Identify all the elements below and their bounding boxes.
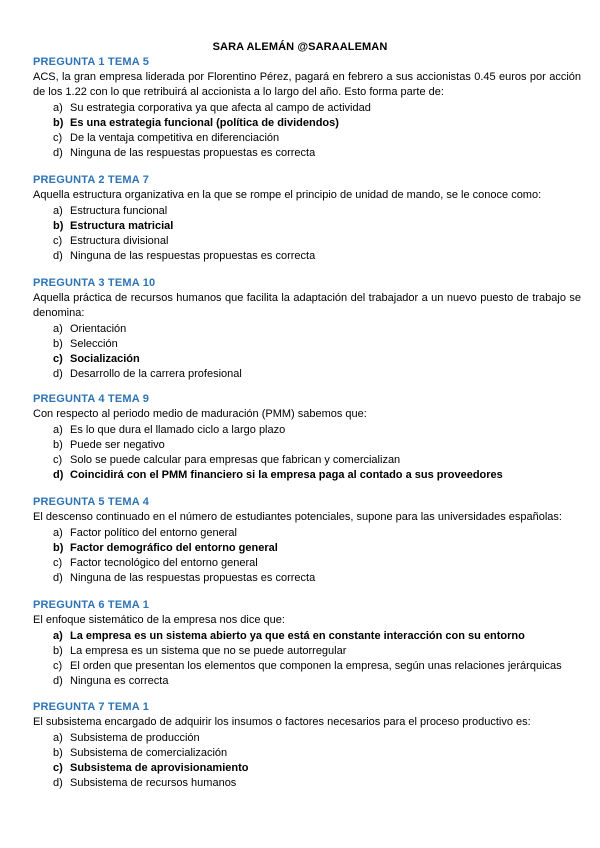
question-stem: Aquella estructura organizativa en la que se rompe el principio de unidad de mando, se le conoce como: [33,189,542,201]
option-letter: d) [53,250,63,262]
option-letter: b) [53,117,64,129]
question-header: PREGUNTA 6 TEMA 1 [33,599,150,611]
option-item [33,101,581,116]
option-text: Ninguna es correcta [70,675,169,687]
option-item [33,337,581,352]
question-header: PREGUNTA 7 TEMA 1 [33,701,150,713]
option-letter: d) [53,469,64,481]
question-header: PREGUNTA 5 TEMA 4 [33,496,150,508]
option-letter: c) [53,557,63,569]
question-header: PREGUNTA 3 TEMA 10 [33,277,156,289]
option-list [33,629,581,689]
option-letter: a) [53,323,63,335]
option-item [33,644,581,659]
option-letter: a) [53,424,63,436]
option-text: Ninguna de las respuestas propuestas es correcta [70,250,316,262]
correct-option-item [33,352,581,367]
option-item [33,674,581,689]
question-header: PREGUNTA 2 TEMA 7 [33,174,150,186]
option-letter: b) [53,645,63,657]
option-text: De la ventaja competitiva en diferenciación [70,132,280,144]
option-text: Subsistema de producción [70,732,200,744]
question-stem: Con respecto al periodo medio de maduración (PMM) sabemos que: [33,408,367,420]
option-text: Es una estrategia funcional (política de dividendos) [70,117,339,129]
option-text: Solo se puede calcular para empresas que fabrican y comercializan [70,454,401,466]
correct-option-item [33,541,581,556]
option-text: Estructura divisional [70,235,169,247]
question-stem: El descenso continuado en el número de estudiantes potenciales, supone para las universidades españolas: [33,511,562,523]
option-list [33,204,581,264]
correct-option-item [33,629,581,644]
question-block [33,277,581,382]
question-header: PREGUNTA 4 TEMA 9 [33,393,150,405]
option-letter: d) [53,777,63,789]
question-block [33,393,581,483]
option-letter: b) [53,439,63,451]
option-text: La empresa es un sistema abierto ya que está en constante interacción con su entorno [70,630,525,642]
option-text: La empresa es un sistema que no se puede autorregular [70,645,347,657]
option-item [33,234,581,249]
option-letter: c) [53,454,63,466]
question-stem: El enfoque sistemático de la empresa nos dice que: [33,614,285,626]
option-item [33,571,581,586]
option-letter: c) [53,132,63,144]
option-item [33,526,581,541]
option-text: Ninguna de las respuestas propuestas es correcta [70,572,316,584]
option-letter: c) [53,235,63,247]
option-item [33,746,581,761]
option-text: Factor tecnológico del entorno general [70,557,258,569]
option-text: Coincidirá con el PMM financiero si la empresa paga al contado a sus proveedores [70,469,503,481]
page-title: SARA ALEMÁN @SARAALEMAN [212,41,388,53]
option-text: Su estrategia corporativa ya que afecta al campo de actividad [70,102,371,114]
option-letter: d) [53,572,63,584]
option-letter: d) [53,675,63,687]
correct-option-item [33,761,581,776]
correct-option-item [33,219,581,234]
question-block [33,496,581,586]
option-letter: d) [53,368,63,380]
option-text: Es lo que dura el llamado ciclo a largo plazo [70,424,286,436]
option-text: Socialización [70,353,140,365]
option-list [33,731,581,791]
option-item [33,776,581,791]
option-letter: d) [53,147,63,159]
question-stem: ACS, la gran empresa liderada por Florentino Pérez, pagará en febrero a sus accionistas 0.45 euros por acción de los 1.22 con lo que retribuirá al accionista a lo largo del año. Esto forma parte de: [33,71,581,98]
option-item [33,367,581,382]
option-item [33,131,581,146]
option-text: Subsistema de recursos humanos [70,777,237,789]
option-text: Ninguna de las respuestas propuestas es correcta [70,147,316,159]
option-text: Factor político del entorno general [70,527,237,539]
option-letter: a) [53,527,63,539]
option-item [33,146,581,161]
option-text: Factor demográfico del entorno general [70,542,278,554]
option-text: Orientación [70,323,127,335]
option-letter: b) [53,747,63,759]
correct-option-item [33,116,581,131]
option-list [33,526,581,586]
option-item [33,423,581,438]
question-block [33,174,581,264]
option-letter: a) [53,630,63,642]
question-block [33,599,581,689]
option-text: Selección [70,338,118,350]
question-stem: Aquella práctica de recursos humanos que facilita la adaptación del trabajador a un nuevo puesto de trabajo se denomina: [33,292,581,319]
option-letter: c) [53,660,63,672]
option-letter: a) [53,205,63,217]
option-letter: b) [53,220,64,232]
option-letter: a) [53,102,63,114]
option-item [33,659,581,674]
option-text: Estructura funcional [70,205,168,217]
option-letter: c) [53,353,63,365]
option-letter: c) [53,762,63,774]
question-block [33,56,581,161]
question-stem: El subsistema encargado de adquirir los insumos o factores necesarios para el proceso productivo es: [33,716,531,728]
option-text: Desarrollo de la carrera profesional [70,368,242,380]
option-item [33,204,581,219]
option-item [33,438,581,453]
correct-option-item [33,468,581,483]
option-text: Puede ser negativo [70,439,165,451]
option-letter: a) [53,732,63,744]
option-list [33,322,581,382]
option-text: Subsistema de comercialización [70,747,228,759]
question-header: PREGUNTA 1 TEMA 5 [33,56,150,68]
option-text: Subsistema de aprovisionamiento [70,762,249,774]
option-text: El orden que presentan los elementos que componen la empresa, según unas relaciones jerárquicas [70,660,562,672]
option-letter: b) [53,338,63,350]
option-item [33,249,581,264]
option-item [33,453,581,468]
option-letter: b) [53,542,64,554]
option-item [33,731,581,746]
option-item [33,322,581,337]
option-list [33,101,581,161]
option-list [33,423,581,483]
option-text: Estructura matricial [70,220,174,232]
question-block [33,701,581,791]
option-item [33,556,581,571]
